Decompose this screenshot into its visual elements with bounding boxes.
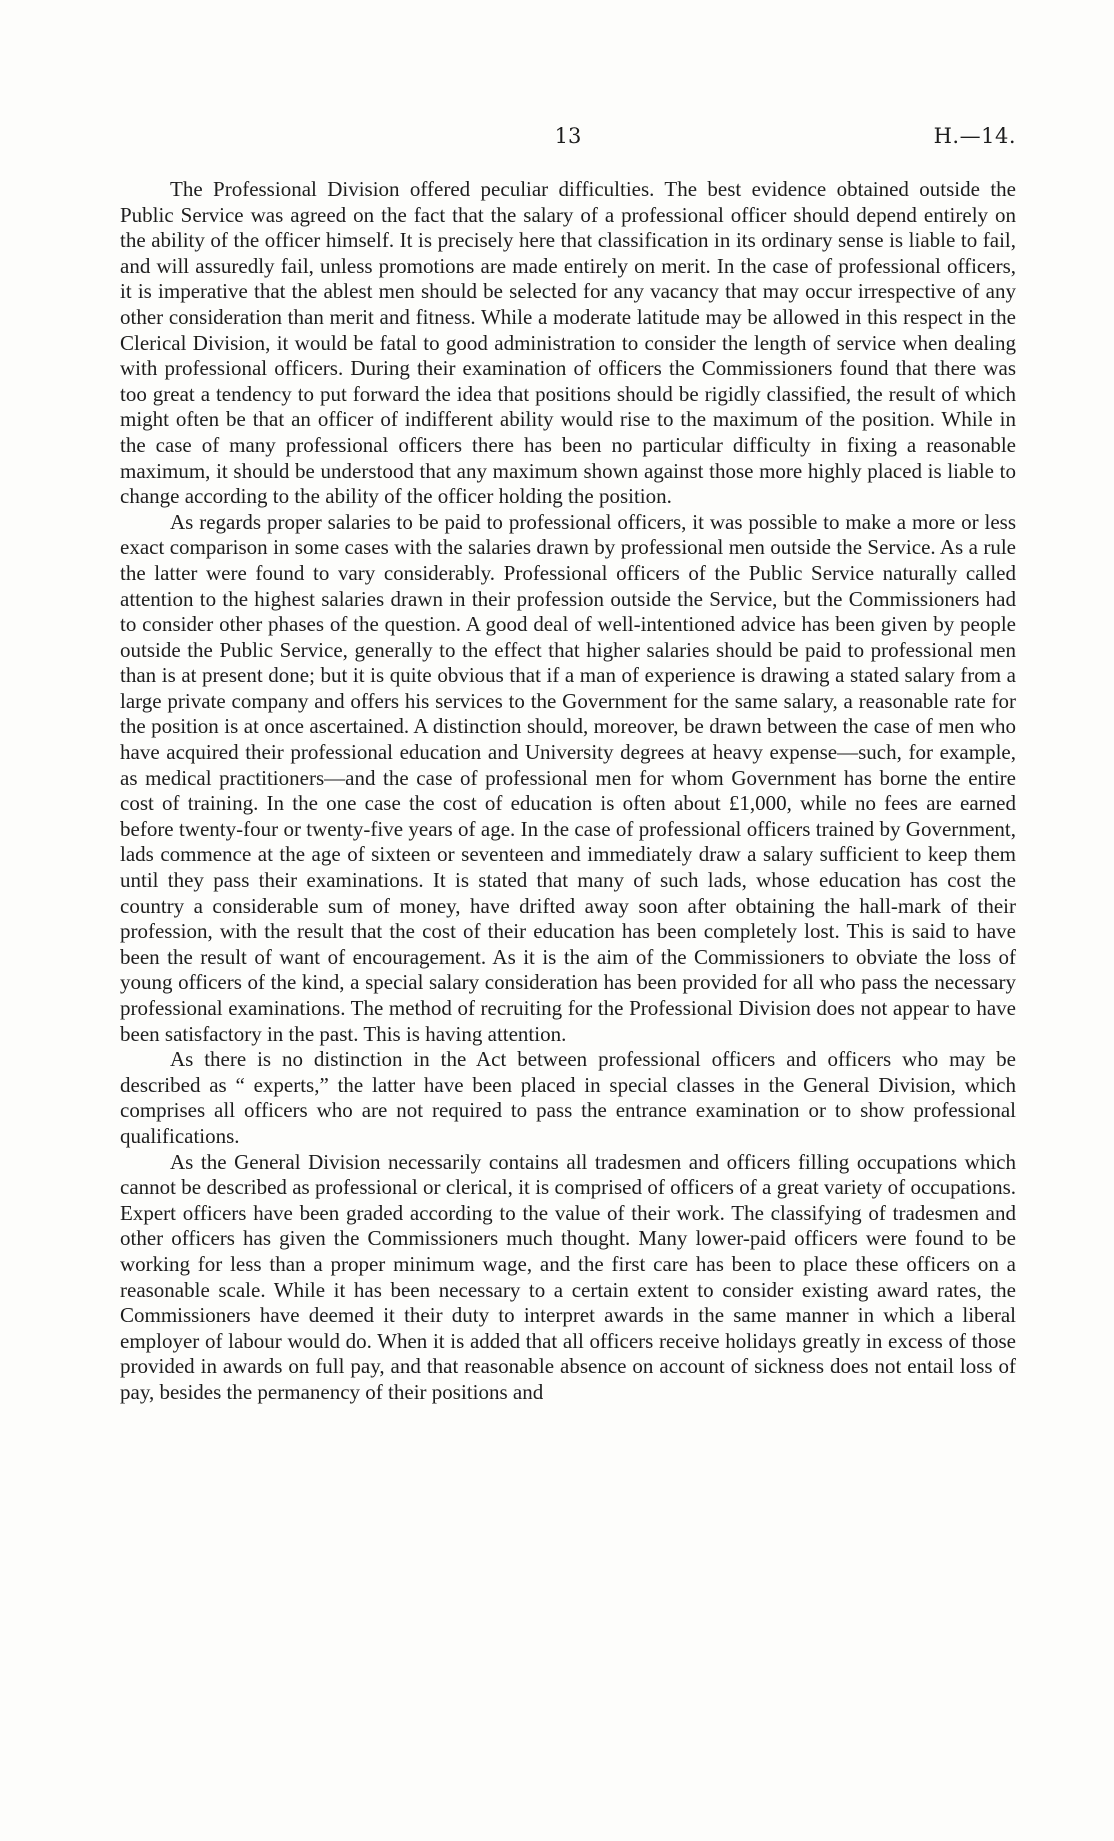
page-header — [120, 124, 1016, 156]
paragraph-professional-division: The Professional Division offered peculiar difficulties. The best evidence obtained outside the Public Service was agreed on the fact that the salary of a professional officer should depend entirely on the ability of the officer himself. It is precisely here that classification in its ordinary sense is liable to fail, and will assuredly fail, unless promotions are made entirely on merit. In the case of professional officers, it is imperative that the ablest men should be selected for any vacancy that may occur irrespective of any other consideration than merit and fitness. While a moderate latitude may be allowed in this respect in the Clerical Division, it would be fatal to good administration to consider the length of service when dealing with professional officers. During their examination of officers the Commissioners found that there was too great a tendency to put forward the idea that positions should be rigidly classified, the result of which might often be that an officer of indifferent ability would rise to the maximum of the position. While in the case of many professional officers there has been no particular difficulty in fixing a reasonable maximum, it should be understood that any maximum shown against those more highly placed is liable to change according to the ability of the officer holding the position. — [120, 177, 1016, 509]
paragraph-professional-salaries: As regards proper salaries to be paid to professional officers, it was possible to make a more or less exact comparison in some cases with the salaries drawn by professional men outside the Service. As a rule the latter were found to vary considerably. Professional officers of the Public Service naturally called attention to the highest salaries drawn in their profession outside the Service, but the Commissioners had to consider other phases of the question. A good deal of well-intentioned advice has been given by people outside the Public Service, generally to the effect that higher salaries should be paid to professional men than is at present done; but it is quite obvious that if a man of experience is drawing a stated salary from a large private company and offers his services to the Government for the same salary, a reasonable rate for the position is at once ascertained. A distinction should, moreover, be drawn between the case of men who have acquired their professional education and University degrees at heavy expense—such, for example, as medical practitioners—and the case of professional men for whom Government has borne the entire cost of training. In the one case the cost of education is often about £1,000, while no fees are earned before twenty-four or twenty-five years of age. In the case of professional officers trained by Government, lads commence at the age of sixteen or seventeen and immediately draw a salary sufficient to keep them until they pass their examinations. It is stated that many of such lads, whose education has cost the country a considerable sum of money, have drifted away soon after obtaining the hall-mark of their profession, with the result that the cost of their education has been completely lost. This is said to have been the result of want of encouragement. As it is the aim of the Commissioners to obviate the loss of young officers of the kind, a special salary consideration has been provided for all who pass the necessary professional examinations. The method of recruiting for the Professional Division does not appear to have been satisfactory in the past. This is having attention. — [120, 509, 1016, 1046]
body-text — [120, 177, 1016, 1406]
document-reference: H.—14. — [933, 124, 1016, 148]
paragraph-general-division: As the General Division necessarily contains all tradesmen and officers filling occupations which cannot be described as professional or clerical, it is comprised of officers of a great variety of occupations. Expert officers have been graded according to the value of their work. The classifying of tradesmen and other officers has given the Commissioners much thought. Many lower-paid officers were found to be working for less than a proper minimum wage, and the first care has been to place these officers on a reasonable scale. While it has been necessary to a certain extent to consider existing award rates, the Commissioners have deemed it their duty to interpret awards in the same manner in which a liberal employer of labour would do. When it is added that all officers receive holidays greatly in excess of those provided in awards on full pay, and that reasonable absence on account of sickness does not entail loss of pay, besides the permanency of their positions and — [120, 1149, 1016, 1404]
paragraph-experts: As there is no distinction in the Act between professional officers and officers who may be described as “ experts,” the latter have been placed in special classes in the General Division, which comprises all officers who are not required to pass the entrance examination or to show professional qualifications. — [120, 1047, 1016, 1148]
page-number: 13 — [554, 124, 582, 148]
